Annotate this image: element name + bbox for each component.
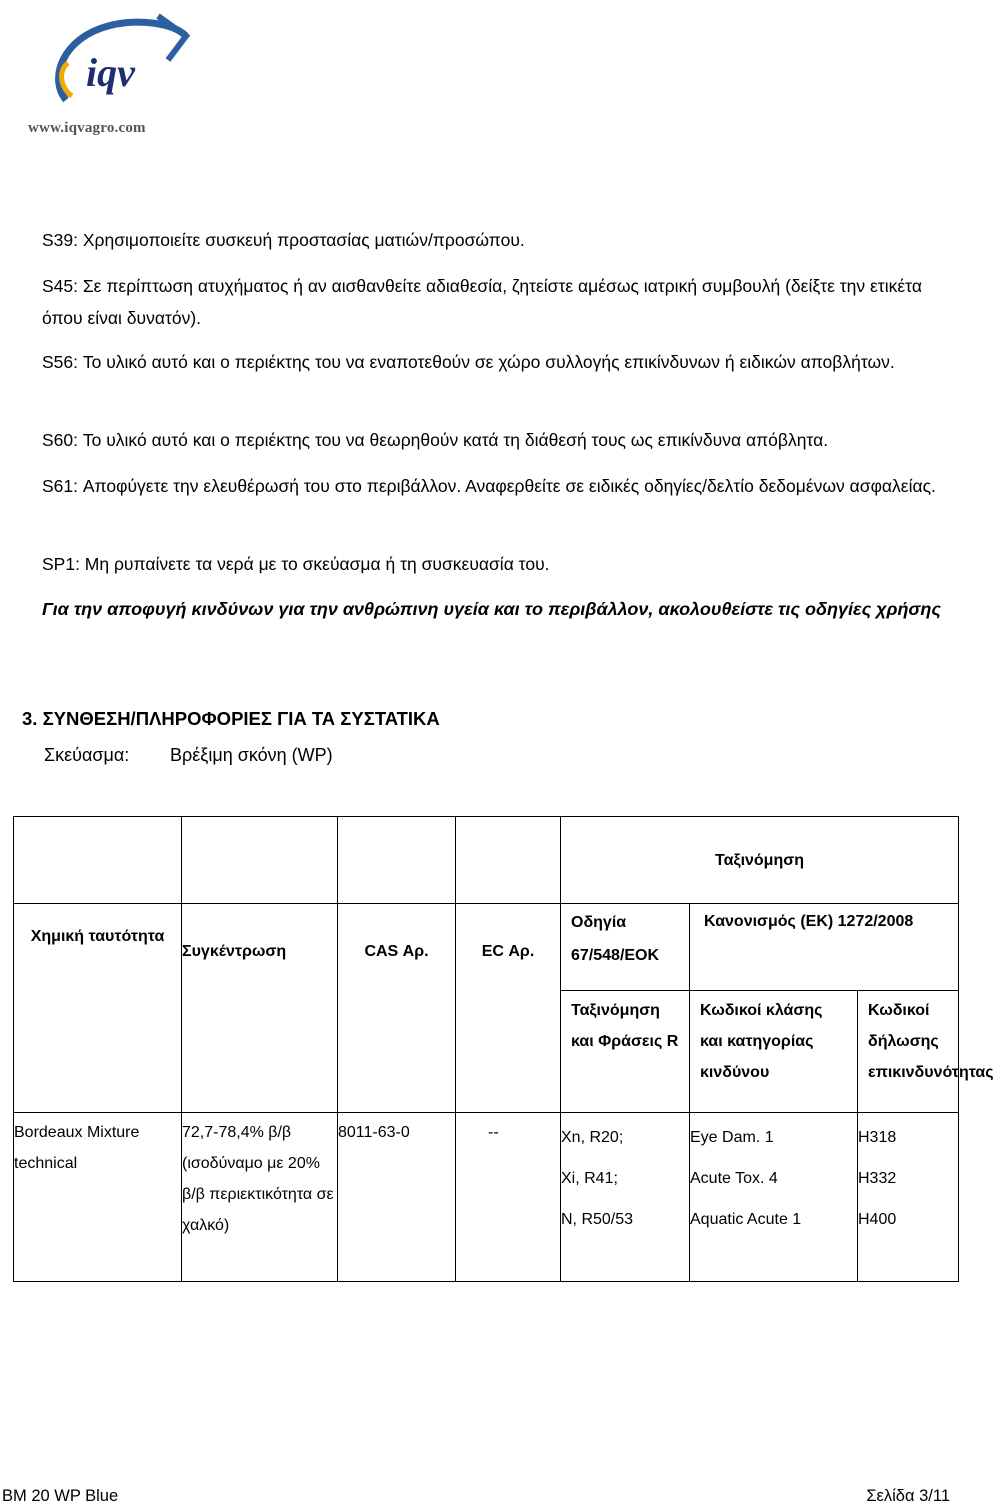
- table-header-row: [14, 817, 959, 904]
- footer-product-name: BM 20 WP Blue: [2, 1487, 119, 1505]
- classification-header: Ταξινόμηση: [561, 817, 959, 904]
- hazard-statement: H332: [858, 1170, 897, 1187]
- col-chemical-identity: Χημική ταυτότητα: [14, 904, 182, 1113]
- hazard-statement: H318: [858, 1129, 897, 1146]
- sub-hazard-class: Κωδικοί κλάσης και κατηγορίας κινδύνου: [690, 991, 858, 1113]
- table-columns-row: [14, 904, 959, 991]
- sub-hazard-statement: Κωδικοί δήλωσης επικινδυνότητας: [858, 991, 959, 1113]
- col-cas-number: CAS Αρ.: [338, 904, 456, 1113]
- phrase-s61: S61: Αποφύγετε την ελευθέρωσή του στο περιβάλλον. Αναφερθείτε σε ειδικές οδηγίες/δελτίο δεδομένων ασφαλείας.: [42, 476, 936, 496]
- cell-hazard-statements: [858, 1113, 959, 1282]
- table-row: [14, 1113, 959, 1282]
- cell-r-phrases: [561, 1113, 690, 1282]
- usage-warning: Για την αποφυγή κινδύνων για την ανθρώπινη υγεία και το περιβάλλον, ακολουθείστε τις οδηγίες χρήσης: [42, 599, 941, 619]
- cell-hazard-classes: [690, 1113, 858, 1282]
- r-phrase: N, R50/53: [561, 1211, 634, 1228]
- hazard-statement: H400: [858, 1211, 897, 1228]
- logo-text: iqv: [86, 50, 135, 95]
- preparation-value: Βρέξιμη σκόνη (WP): [170, 745, 333, 765]
- phrase-sp1: SP1: Μη ρυπαίνετε τα νερά με το σκεύασμα ή τη συσκευασία του.: [42, 554, 550, 574]
- col-ec-number: EC Αρ.: [456, 904, 561, 1113]
- col-regulation: Κανονισμός (ΕΚ) 1272/2008: [690, 904, 959, 991]
- r-phrase: Xn, R20;: [561, 1129, 624, 1146]
- logo-graphic: [8, 8, 204, 118]
- phrase-s39: S39: Χρησιμοποιείτε συσκευή προστασίας ματιών/προσώπου.: [42, 230, 525, 250]
- hazard-class: Eye Dam. 1: [690, 1129, 774, 1146]
- hazard-class: Acute Tox. 4: [690, 1170, 778, 1187]
- phrase-s45: S45: Σε περίπτωση ατυχήματος ή αν αισθανθείτε αδιαθεσία, ζητείστε αμέσως ιατρική συμβουλή (δείξτε την ετικέτα όπου είναι δυνατόν).: [42, 276, 922, 328]
- composition-table: [13, 816, 994, 1282]
- phrase-s60: S60: Το υλικό αυτό και ο περιέκτης του να θεωρηθούν κατά τη διάθεσή τους ως επικίνδυνα απόβλητα.: [42, 430, 829, 450]
- col-directive: Οδηγία 67/548/ΕΟΚ: [561, 904, 690, 991]
- cell-concentration: 72,7-78,4% β/β (ισοδύναμο με 20% β/β περιεκτικότητα σε χαλκό): [182, 1113, 338, 1282]
- logo-url: www.iqvagro.com: [28, 120, 146, 136]
- footer-page-number: Σελίδα 3/11: [866, 1487, 950, 1505]
- hazard-class: Aquatic Acute 1: [690, 1211, 802, 1228]
- preparation-label: Σκεύασμα:: [44, 745, 130, 765]
- r-phrase: Xi, R41;: [561, 1170, 618, 1187]
- cell-identity: Bordeaux Mixture technical: [14, 1113, 182, 1282]
- cell-cas: 8011-63-0: [338, 1113, 456, 1282]
- company-logo: [8, 8, 204, 136]
- sub-classification-r: Ταξινόμηση και Φράσεις R: [561, 991, 690, 1113]
- section-title: 3. ΣΥΝΘΕΣΗ/ΠΛΗΡΟΦΟΡΙΕΣ ΓΙΑ ΤΑ ΣΥΣΤΑΤΙΚΑ: [22, 708, 440, 729]
- phrase-s56: S56: Το υλικό αυτό και ο περιέκτης του να εναποτεθούν σε χώρο συλλογής επικίνδυνων ή ειδικών αποβλήτων.: [42, 352, 895, 372]
- col-concentration: Συγκέντρωση: [182, 904, 338, 1113]
- cell-ec: --: [456, 1113, 561, 1282]
